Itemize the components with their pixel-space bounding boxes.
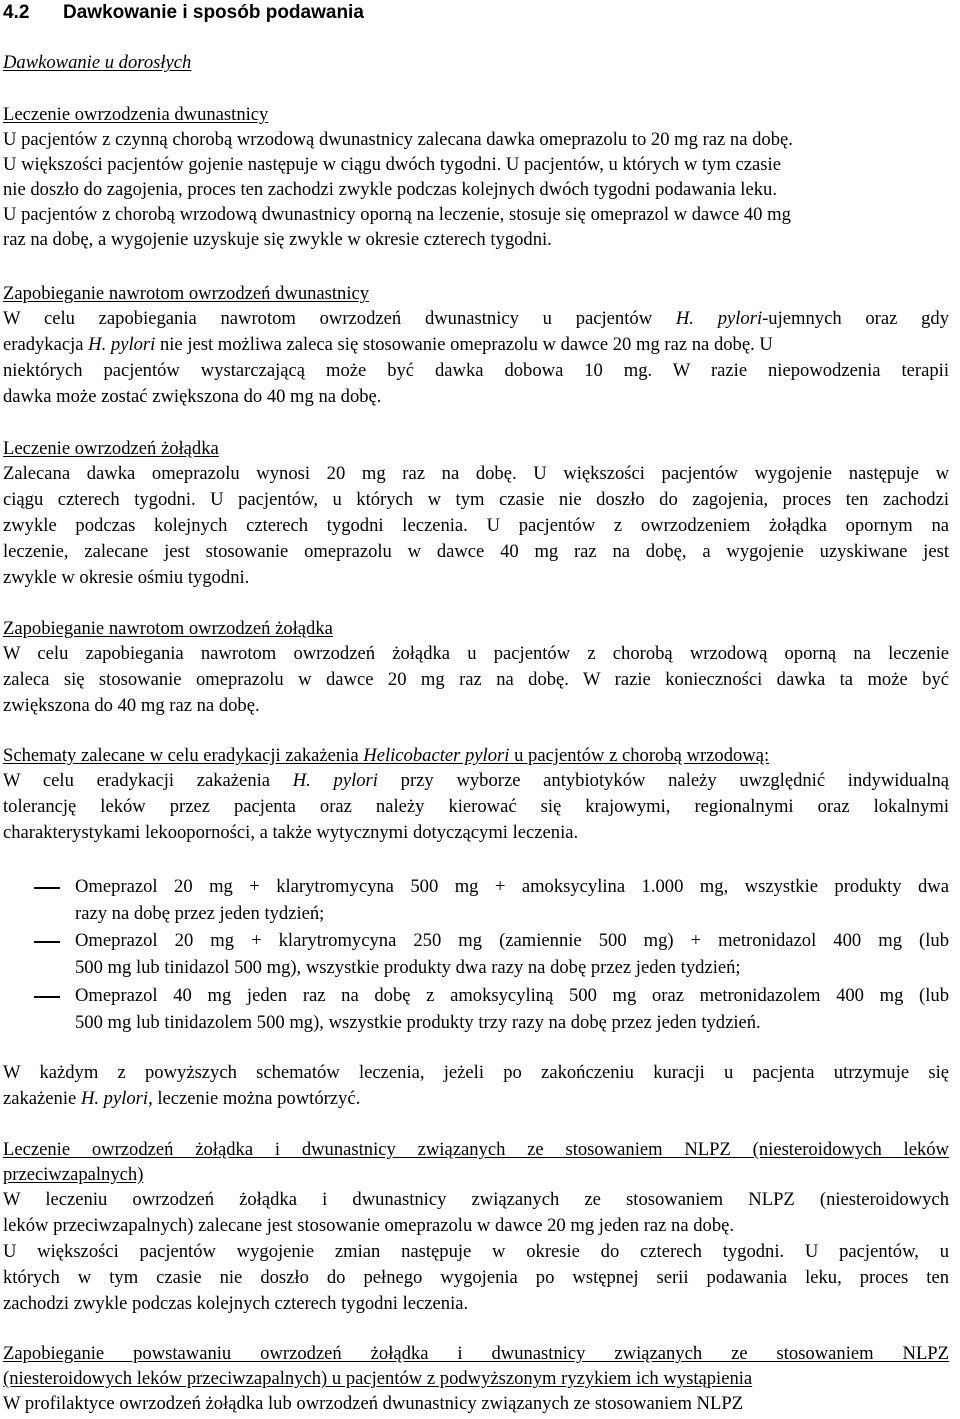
- heading-nsaid-ulcer-prevention: Zapobieganie powstawaniu owrzodzeń żołądka i dwunastnicy związanych ze stosowaniem NLPZ: [3, 1343, 949, 1364]
- paragraph-line: Zalecana dawka omeprazolu wynosi 20 mg raz na dobę. U większości pacjentów wygojenie następuje w: [3, 463, 949, 484]
- heading-eradication-regimens: Schematy zalecane w celu eradykacji zakażenia Helicobacter pylori u pacjentów z chorobą wrzodową:: [3, 745, 770, 766]
- list-item: Omeprazol 20 mg + klarytromycyna 250 mg (zamiennie 500 mg) + metronidazol 400 mg (lub: [75, 930, 949, 951]
- heading-nsaid-ulcer-treatment: Leczenie owrzodzeń żołądka i dwunastnicy związanych ze stosowaniem NLPZ (niesteroidowych leków: [3, 1139, 949, 1160]
- paragraph-line: nie doszło do zagojenia, proces ten zachodzi zwykle podczas kolejnych dwóch tygodni podawania leku.: [3, 179, 777, 200]
- paragraph-line: zachodzi zwykle podczas kolejnych czterech tygodni leczenia.: [3, 1293, 469, 1314]
- paragraph-line: W leczeniu owrzodzeń żołądka i dwunastnicy związanych ze stosowaniem NLPZ (niesteroidowych: [3, 1189, 949, 1210]
- list-item: Omeprazol 40 mg jeden raz na dobę z amoksycyliną 500 mg oraz metronidazolem 400 mg (lub: [75, 985, 949, 1006]
- list-item: razy na dobę przez jeden tydzień;: [75, 903, 325, 924]
- paragraph-line: zwiększona do 40 mg raz na dobę.: [3, 695, 260, 716]
- paragraph-line: W profilaktyce owrzodzeń żołądka lub owrzodzeń dwunastnicy związanych ze stosowaniem NLPZ: [3, 1393, 744, 1414]
- heading-nsaid-ulcer-treatment-cont: przeciwzapalnych): [3, 1164, 144, 1185]
- paragraph-line: zaleca się stosowanie omeprazolu w dawce 20 mg raz na dobę. W razie konieczności dawka ta może być: [3, 669, 949, 690]
- paragraph-line: tolerancję leków przez pacjenta oraz należy kierować się krajowymi, regionalnymi oraz lokalnymi: [3, 796, 949, 817]
- list-dash-icon: [34, 996, 60, 998]
- section-title: Dawkowanie i sposób podawania: [63, 2, 364, 23]
- paragraph-line: U pacjentów z chorobą wrzodową dwunastnicy oporną na leczenie, stosuje się omeprazol w dawce 40 mg: [3, 204, 791, 225]
- list-dash-icon: [34, 887, 60, 889]
- paragraph-line: W celu zapobiegania nawrotom owrzodzeń żołądka u pacjentów z chorobą wrzodową oporną na leczenie: [3, 643, 949, 664]
- paragraph-line: niektórych pacjentów wystarczającą może być dawka dobowa 10 mg. W razie niepowodzenia terapii: [3, 360, 949, 381]
- list-item: Omeprazol 20 mg + klarytromycyna 500 mg + amoksycylina 1.000 mg, wszystkie produkty dwa: [75, 876, 949, 897]
- species-name: Helicobacter pylori: [363, 745, 510, 766]
- paragraph-line: W każdym z powyższych schematów leczenia, jeżeli po zakończeniu kuracji u pacjenta utrzymuje się: [3, 1062, 949, 1083]
- list-dash-icon: [34, 941, 60, 943]
- paragraph-line: zwykle w okresie ośmiu tygodni.: [3, 567, 250, 588]
- subheading-adults: Dawkowanie u dorosłych: [3, 52, 192, 73]
- paragraph-line: U większości pacjentów gojenie następuje w ciągu dwóch tygodni. U pacjentów, u których w tym czasie: [3, 154, 781, 175]
- paragraph-line: zwykle podczas kolejnych czterech tygodni leczenia. U pacjentów z owrzodzeniem żołądka opornym na: [3, 515, 949, 536]
- heading-gastric-ulcer-treatment: Leczenie owrzodzeń żołądka: [3, 438, 219, 459]
- heading-duodenal-relapse-prevention: Zapobieganie nawrotom owrzodzeń dwunastnicy: [3, 283, 370, 304]
- species-name: H. pylori: [88, 334, 156, 355]
- paragraph-line: eradykacja H. pylori nie jest możliwa zaleca się stosowanie omeprazolu w dawce 20 mg raz na dobę. U: [3, 334, 773, 355]
- paragraph-line: charakterystykami lekooporności, a także wytycznymi dotyczącymi leczenia.: [3, 822, 579, 843]
- species-name: H. pylori: [292, 770, 378, 791]
- list-item: 500 mg lub tinidazol 500 mg), wszystkie produkty dwa razy na dobę przez jeden tydzień;: [75, 957, 741, 978]
- section-heading: [3, 0, 364, 26]
- paragraph-line: leczenie, zalecane jest stosowanie omeprazolu w dawce 40 mg raz na dobę, a wygojenie uzyskiwane jest: [3, 541, 949, 562]
- species-name: H. pylori: [675, 308, 763, 329]
- paragraph-line: U pacjentów z czynną chorobą wrzodową dwunastnicy zalecana dawka omeprazolu to 20 mg raz na dobę.: [3, 129, 793, 150]
- paragraph-line: raz na dobę, a wygojenie uzyskuje się zwykle w okresie czterech tygodni.: [3, 229, 552, 250]
- section-number: 4.2: [3, 2, 30, 23]
- heading-nsaid-ulcer-prevention-cont: (niesteroidowych leków przeciwzapalnych) u pacjentów z podwyższonym ryzykiem ich wystąpienia: [3, 1368, 753, 1389]
- species-name: H. pylori: [80, 1088, 149, 1109]
- paragraph-line: leków przeciwzapalnych) zalecane jest stosowanie omeprazolu w dawce 20 mg jeden raz na dobę.: [3, 1215, 735, 1236]
- paragraph-line: których w tym czasie nie doszło do pełnego wygojenia po wstępnej serii podawania leku, proces ten: [3, 1267, 949, 1288]
- list-item: 500 mg lub tinidazolem 500 mg), wszystkie produkty trzy razy na dobę przez jeden tydzień.: [75, 1012, 761, 1033]
- paragraph-line: W celu zapobiegania nawrotom owrzodzeń dwunastnicy u pacjentów H. pylori-ujemnych oraz gdy: [3, 308, 949, 329]
- paragraph-line: W celu eradykacji zakażenia H. pylori przy wyborze antybiotyków należy uwzględnić indywidualną: [3, 770, 950, 791]
- heading-duodenal-ulcer-treatment: Leczenie owrzodzenia dwunastnicy: [3, 104, 269, 125]
- heading-gastric-relapse-prevention: Zapobieganie nawrotom owrzodzeń żołądka: [3, 618, 333, 639]
- paragraph-line: U większości pacjentów wygojenie zmian następuje w okresie do czterech tygodni. U pacjentów, u: [3, 1241, 949, 1262]
- paragraph-line: dawka może zostać zwiększona do 40 mg na dobę.: [3, 386, 382, 407]
- paragraph-line: zakażenie H. pylori, leczenie można powtórzyć.: [3, 1088, 361, 1109]
- paragraph-line: ciągu czterech tygodni. U pacjentów, u których w tym czasie nie doszło do zagojenia, proces ten zachodzi: [3, 489, 949, 510]
